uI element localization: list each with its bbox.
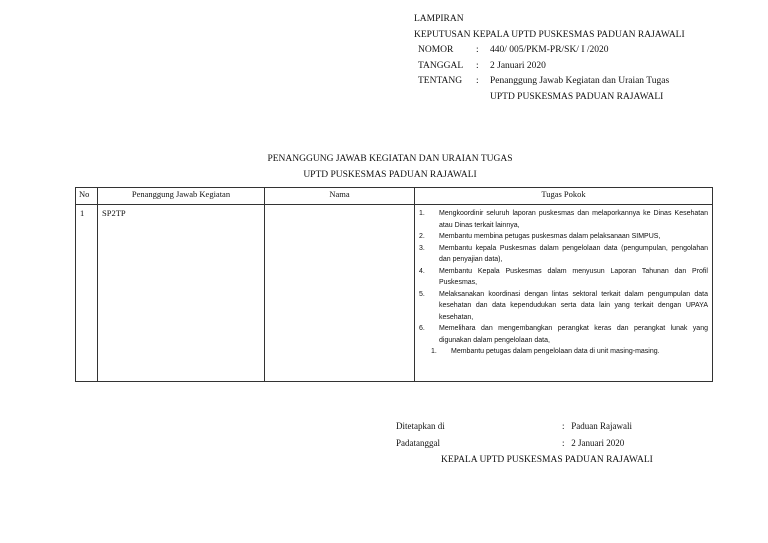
tanggal-label: TANGGAL: [418, 60, 464, 71]
task-number: 6.: [419, 325, 425, 332]
padatanggal-label: Padatanggal: [396, 438, 440, 448]
task-text: Memelihara dan mengembangkan perangkat keras dan perangkat lunak yang digunakan dalam pengelolaan data,: [439, 325, 708, 344]
table-header-row: [76, 188, 713, 205]
list-item: [419, 346, 708, 358]
list-item: [419, 243, 708, 266]
col-penanggung-jawab: Penanggung Jawab Kegiatan: [98, 188, 265, 205]
list-item: [419, 289, 708, 324]
nomor-sep: :: [476, 45, 479, 55]
cell-penanggung-jawab: SP2TP: [98, 205, 265, 382]
tanggal-row: [414, 59, 685, 75]
tentang-value-line2: UPTD PUSKESMAS PADUAN RAJAWALI: [490, 91, 664, 102]
tentang-row: [414, 74, 685, 90]
cell-nama: [265, 205, 415, 382]
task-number: 4.: [419, 267, 425, 275]
document-subtitle: UPTD PUSKESMAS PADUAN RAJAWALI: [303, 170, 477, 180]
signature-labels: [396, 418, 445, 452]
ditetapkan-value: Paduan Rajawali: [571, 421, 632, 431]
list-item: [419, 266, 708, 289]
letter-header: [414, 12, 685, 105]
nomor-row: [414, 43, 685, 59]
tasks-table: [75, 187, 713, 382]
subtask-text: Membantu petugas dalam pengelolaan data di unit masing-masing.: [451, 348, 660, 355]
task-text: Membantu kepala Puskesmas dalam pengelolaan data (pengumpulan, pengolahan dan penyajian data),: [439, 244, 708, 263]
tentang-sep: :: [476, 76, 479, 86]
tentang-label: TENTANG: [418, 76, 463, 86]
signatory-title: KEPALA UPTD PUSKESMAS PADUAN RAJAWALI: [441, 455, 653, 465]
ditetapkan-row: [562, 418, 632, 435]
nomor-value: 440/ 005/PKM-PR/SK/ I /2020: [490, 45, 609, 55]
col-nama: Nama: [265, 188, 415, 205]
padatanggal-row: [562, 435, 632, 452]
task-list: [419, 208, 708, 358]
keputusan-label: KEPUTUSAN KEPALA UPTD PUSKESMAS PADUAN RAJAWALI: [414, 29, 685, 40]
padatanggal-value: 2 Januari 2020: [571, 438, 625, 448]
table-row: [76, 205, 713, 382]
nomor-label: NOMOR: [418, 45, 454, 55]
lampiran-label: LAMPIRAN: [414, 14, 464, 24]
task-number: 1.: [419, 210, 425, 217]
task-text: Membantu membina petugas puskesmas dalam pelaksanaan SIMPUS,: [439, 233, 661, 240]
tanggal-sep: :: [476, 60, 479, 71]
signature-values: [562, 418, 632, 452]
tentang-value: Penanggung Jawab Kegiatan dan Uraian Tugas: [490, 76, 670, 86]
cell-tugas-pokok: [415, 205, 713, 382]
list-item: [419, 323, 708, 346]
task-number: 3.: [419, 244, 425, 252]
task-number: 2.: [419, 233, 425, 240]
list-item: [419, 208, 708, 231]
col-no: No: [76, 188, 98, 205]
task-text: Mengkoordinir seluruh laporan puskesmas dan melaporkannya ke Dinas Kesehatan atau Dinas terkait lainnya,: [439, 210, 708, 229]
col-tugas-pokok: Tugas Pokok: [415, 188, 713, 205]
task-text: Melaksanakan koordinasi dengan lintas sektoral terkait dalam pengumpulan data kesehatan dan data kependudukan serta data lain yang terkait dengan UPAYA kesehatan,: [439, 290, 708, 321]
padatanggal-sep: :: [562, 438, 565, 448]
ditetapkan-sep: :: [562, 421, 565, 431]
tanggal-value: 2 Januari 2020: [490, 60, 546, 71]
task-text: Membantu Kepala Puskesmas dalam menyusun Laporan Tahunan dan Profil Puskesmas,: [439, 267, 708, 286]
task-number: 5.: [419, 290, 425, 298]
document-title: PENANGGUNG JAWAB KEGIATAN DAN URAIAN TUGAS: [267, 154, 513, 164]
ditetapkan-label: Ditetapkan di: [396, 421, 445, 431]
subtask-number: 1.: [431, 348, 437, 355]
cell-no: 1: [76, 205, 98, 382]
list-item: [419, 231, 708, 243]
